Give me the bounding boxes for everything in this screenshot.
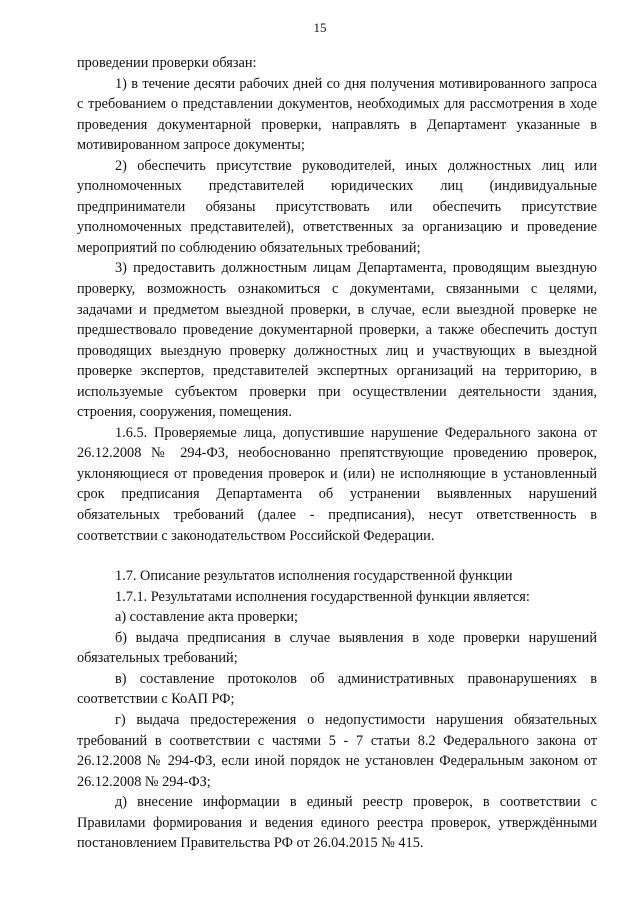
document-body bbox=[77, 53, 597, 854]
list-item-b: б) выдача предписания в случае выявления в ходе проверки нарушений обязательных требований; bbox=[77, 629, 597, 667]
section-heading-1-7: 1.7. Описание результатов исполнения государственной функции bbox=[115, 568, 513, 585]
list-item-d: д) внесение информации в единый реестр проверок, в соответствии с Правилами формирования и ведения единого реестра проверок, утверждёнными постановлением Правительства РФ от 26.04.2015 № 415. bbox=[77, 794, 597, 852]
paragraph-continuation: проведении проверки обязан: bbox=[77, 55, 257, 71]
paragraph-1-6-5: 1.6.5. Проверяемые лица, допустившие нарушение Федерального закона от 26.12.2008 № 294-ФЗ, необоснованно препятствующие проведению проверок, уклоняющиеся от проведения проверок и (или) не исполняющие в установленный срок предписания Департамента об устранении выявленных нарушений обязательных требований (далее - предписания), несут ответственность в соответствии с законодательством Российской Федерации. bbox=[77, 424, 597, 544]
list-item-v: в) составление протоколов об административных правонарушениях в соответствии с КоАП РФ; bbox=[77, 670, 597, 708]
list-item-g: г) выдача предостережения о недопустимости нарушения обязательных требований в соответствии с частями 5 - 7 статьи 8.2 Федерального закона от 26.12.2008 № 294-ФЗ, если иной порядок не установлен Федеральным законом от 26.12.2008 № 294-ФЗ; bbox=[77, 711, 597, 790]
list-item-a: а) составление акта проверки; bbox=[115, 609, 299, 626]
paragraph-1-7-1: 1.7.1. Результатами исполнения государственной функции является: bbox=[115, 588, 530, 605]
paragraph-item-2: 2) обеспечить присутствие руководителей, иных должностных лиц или уполномоченных представителей юридических лиц (индивидуальные предприниматели обязаны присутствовать или обеспечить присутствие уполномоченных представителей), ответственных за организацию и проведение мероприятий по соблюдению обязательных требований; bbox=[77, 157, 597, 256]
page-number: 15 bbox=[313, 20, 327, 35]
paragraph-item-1: 1) в течение десяти рабочих дней со дня получения мотивированного запроса с требованием о представлении документов, необходимых для рассмотрения в ходе проведения документарной проверки, направлять в Департамент указанные в мотивированном запросе документы; bbox=[77, 75, 597, 154]
paragraph-item-3: 3) предоставить должностным лицам Департамента, проводящим выездную проверку, возможность ознакомиться с документами, связанными с целями, задачами и предметом выездной проверки, в случае, если выездной проверке не предшествовало проведение документарной проверки, а также обеспечить доступ проводящих выездную проверку должностных лиц и участвующих в выездной проверке экспертов, представителей экспертных организаций на территорию, в используемые субъектом проверки при осуществлении деятельности здания, строения, сооружения, помещения. bbox=[77, 260, 597, 421]
